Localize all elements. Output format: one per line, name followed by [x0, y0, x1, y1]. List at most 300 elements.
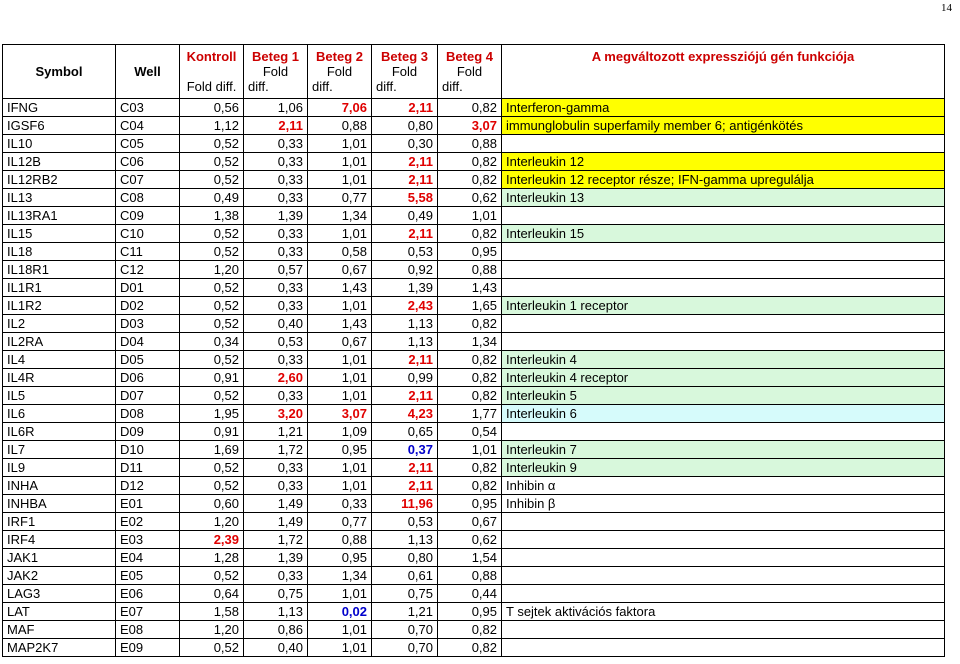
well-cell: C12	[116, 261, 180, 279]
fold-diff-cell: 2,43	[372, 297, 438, 315]
fold-diff-cell: 0,80	[372, 117, 438, 135]
table-row	[3, 189, 945, 207]
fold-diff-cell: 0,56	[180, 99, 244, 117]
fold-diff-cell: 0,82	[438, 153, 502, 171]
fold-diff-cell: 0,52	[180, 459, 244, 477]
fold-diff-cell: 0,33	[244, 153, 308, 171]
fold-diff-cell: 1,20	[180, 513, 244, 531]
fold-diff-cell: 0,62	[438, 189, 502, 207]
fold-diff-cell: 1,65	[438, 297, 502, 315]
well-cell: E02	[116, 513, 180, 531]
fold-diff-cell: 0,82	[438, 387, 502, 405]
fold-diff-cell: 1,01	[308, 639, 372, 657]
function-cell: Interleukin 7	[502, 441, 945, 459]
well-cell: C07	[116, 171, 180, 189]
fold-diff-cell: 1,39	[372, 279, 438, 297]
fold-diff-cell: 0,75	[372, 585, 438, 603]
function-cell: Interleukin 5	[502, 387, 945, 405]
fold-diff-cell: 0,61	[372, 567, 438, 585]
header-beteg3-title: Beteg 3	[381, 49, 428, 64]
well-cell: D11	[116, 459, 180, 477]
header-function: A megváltozott expressziójú gén funkciója	[502, 45, 945, 99]
well-cell: D03	[116, 315, 180, 333]
fold-diff-cell: 1,01	[308, 135, 372, 153]
fold-diff-cell: 0,91	[180, 423, 244, 441]
function-cell: immunglobulin superfamily member 6; antigénkötés	[502, 117, 945, 135]
fold-diff-cell: 0,95	[308, 549, 372, 567]
header-symbol: Symbol	[3, 45, 116, 99]
function-cell: Interleukin 13	[502, 189, 945, 207]
table-row	[3, 225, 945, 243]
fold-diff-cell: 0,52	[180, 225, 244, 243]
fold-diff-cell: 1,13	[372, 333, 438, 351]
fold-diff-cell: 1,39	[244, 207, 308, 225]
function-cell: Interleukin 6	[502, 405, 945, 423]
fold-diff-cell: 0,33	[244, 297, 308, 315]
table-row	[3, 243, 945, 261]
header-beteg2-diff: diff.	[312, 79, 333, 94]
fold-diff-cell: 0,67	[438, 513, 502, 531]
header-kontroll-title: Kontroll	[186, 49, 237, 64]
fold-diff-cell: 2,11	[372, 387, 438, 405]
fold-diff-cell: 1,01	[308, 297, 372, 315]
function-cell: Interleukin 1 receptor	[502, 297, 945, 315]
fold-diff-cell: 2,11	[244, 117, 308, 135]
gene-symbol-cell: IL1R2	[3, 297, 116, 315]
fold-diff-cell: 1,01	[308, 351, 372, 369]
gene-symbol-cell: IFNG	[3, 99, 116, 117]
fold-diff-cell: 0,82	[438, 369, 502, 387]
fold-diff-cell: 0,88	[438, 135, 502, 153]
table-row	[3, 99, 945, 117]
table-row	[3, 387, 945, 405]
header-beteg2-title: Beteg 2	[316, 49, 363, 64]
function-cell: Interferon-gamma	[502, 99, 945, 117]
fold-diff-cell: 1,20	[180, 261, 244, 279]
function-cell	[502, 135, 945, 153]
well-cell: C04	[116, 117, 180, 135]
header-beteg3	[372, 45, 438, 99]
header-beteg4	[438, 45, 502, 99]
gene-symbol-cell: IL4R	[3, 369, 116, 387]
fold-diff-cell: 1,13	[372, 531, 438, 549]
fold-diff-cell: 2,11	[372, 171, 438, 189]
header-beteg2-fold: Fold	[326, 64, 353, 79]
gene-symbol-cell: IRF1	[3, 513, 116, 531]
fold-diff-cell: 0,52	[180, 567, 244, 585]
well-cell: D08	[116, 405, 180, 423]
fold-diff-cell: 0,92	[372, 261, 438, 279]
fold-diff-cell: 0,82	[438, 639, 502, 657]
fold-diff-cell: 1,01	[438, 441, 502, 459]
table-row	[3, 603, 945, 621]
function-cell: Inhibin α	[502, 477, 945, 495]
fold-diff-cell: 1,20	[180, 621, 244, 639]
fold-diff-cell: 0,67	[308, 261, 372, 279]
fold-diff-cell: 0,40	[244, 639, 308, 657]
fold-diff-cell: 0,52	[180, 387, 244, 405]
gene-symbol-cell: IL18R1	[3, 261, 116, 279]
header-beteg1-diff: diff.	[248, 79, 269, 94]
fold-diff-cell: 1,21	[372, 603, 438, 621]
table-row	[3, 567, 945, 585]
fold-diff-cell: 1,34	[438, 333, 502, 351]
table-row	[3, 549, 945, 567]
table-row	[3, 351, 945, 369]
well-cell: D05	[116, 351, 180, 369]
fold-diff-cell: 1,34	[308, 567, 372, 585]
fold-diff-cell: 0,70	[372, 621, 438, 639]
fold-diff-cell: 1,49	[244, 513, 308, 531]
function-cell	[502, 549, 945, 567]
fold-diff-cell: 4,23	[372, 405, 438, 423]
table-row	[3, 531, 945, 549]
fold-diff-cell: 1,01	[308, 585, 372, 603]
gene-symbol-cell: IRF4	[3, 531, 116, 549]
fold-diff-cell: 0,40	[244, 315, 308, 333]
function-cell	[502, 261, 945, 279]
function-cell	[502, 279, 945, 297]
fold-diff-cell: 1,01	[308, 225, 372, 243]
table-body	[3, 99, 945, 657]
fold-diff-cell: 0,33	[244, 171, 308, 189]
fold-diff-cell: 0,33	[244, 459, 308, 477]
well-cell: C06	[116, 153, 180, 171]
fold-diff-cell: 0,37	[372, 441, 438, 459]
table-row	[3, 513, 945, 531]
fold-diff-cell: 0,49	[372, 207, 438, 225]
table-header-row	[3, 45, 945, 99]
fold-diff-cell: 0,88	[438, 261, 502, 279]
fold-diff-cell: 3,07	[308, 405, 372, 423]
fold-diff-cell: 0,53	[372, 243, 438, 261]
fold-diff-cell: 0,75	[244, 585, 308, 603]
fold-diff-cell: 0,82	[438, 171, 502, 189]
fold-diff-cell: 0,82	[438, 99, 502, 117]
well-cell: E04	[116, 549, 180, 567]
fold-diff-cell: 1,69	[180, 441, 244, 459]
fold-diff-cell: 1,01	[438, 207, 502, 225]
fold-diff-cell: 0,82	[438, 225, 502, 243]
fold-diff-cell: 1,12	[180, 117, 244, 135]
fold-diff-cell: 0,62	[438, 531, 502, 549]
header-beteg4-diff: diff.	[442, 79, 463, 94]
well-cell: D04	[116, 333, 180, 351]
fold-diff-cell: 1,01	[308, 621, 372, 639]
gene-symbol-cell: MAF	[3, 621, 116, 639]
fold-diff-cell: 2,11	[372, 351, 438, 369]
fold-diff-cell: 1,13	[244, 603, 308, 621]
function-cell: Inhibin β	[502, 495, 945, 513]
table-row	[3, 279, 945, 297]
function-cell: Interleukin 4 receptor	[502, 369, 945, 387]
fold-diff-cell: 0,52	[180, 297, 244, 315]
well-cell: D09	[116, 423, 180, 441]
fold-diff-cell: 5,58	[372, 189, 438, 207]
well-cell: E07	[116, 603, 180, 621]
fold-diff-cell: 0,91	[180, 369, 244, 387]
header-beteg4-fold: Fold	[456, 64, 483, 79]
fold-diff-cell: 0,53	[244, 333, 308, 351]
gene-symbol-cell: IL2RA	[3, 333, 116, 351]
fold-diff-cell: 2,11	[372, 153, 438, 171]
function-cell	[502, 315, 945, 333]
gene-expression-table	[2, 44, 945, 657]
function-cell	[502, 333, 945, 351]
header-beteg1-fold: Fold	[262, 64, 289, 79]
fold-diff-cell: 0,95	[438, 603, 502, 621]
header-beteg4-title: Beteg 4	[446, 49, 493, 64]
table-row	[3, 153, 945, 171]
table-row	[3, 405, 945, 423]
fold-diff-cell: 0,77	[308, 513, 372, 531]
fold-diff-cell: 0,30	[372, 135, 438, 153]
well-cell: C03	[116, 99, 180, 117]
well-cell: E01	[116, 495, 180, 513]
fold-diff-cell: 1,38	[180, 207, 244, 225]
fold-diff-cell: 1,06	[244, 99, 308, 117]
gene-symbol-cell: INHA	[3, 477, 116, 495]
fold-diff-cell: 0,82	[438, 477, 502, 495]
fold-diff-cell: 2,39	[180, 531, 244, 549]
function-cell	[502, 513, 945, 531]
fold-diff-cell: 3,20	[244, 405, 308, 423]
gene-symbol-cell: JAK1	[3, 549, 116, 567]
fold-diff-cell: 0,53	[372, 513, 438, 531]
fold-diff-cell: 1,43	[308, 315, 372, 333]
fold-diff-cell: 0,33	[244, 387, 308, 405]
function-cell: T sejtek aktivációs faktora	[502, 603, 945, 621]
header-beteg3-fold: Fold	[391, 64, 418, 79]
fold-diff-cell: 1,77	[438, 405, 502, 423]
table-row	[3, 459, 945, 477]
fold-diff-cell: 2,11	[372, 99, 438, 117]
header-beteg1-title: Beteg 1	[252, 49, 299, 64]
header-beteg3-diff: diff.	[376, 79, 397, 94]
well-cell: C05	[116, 135, 180, 153]
fold-diff-cell: 0,33	[244, 351, 308, 369]
gene-symbol-cell: JAK2	[3, 567, 116, 585]
fold-diff-cell: 0,33	[244, 567, 308, 585]
fold-diff-cell: 1,09	[308, 423, 372, 441]
function-cell	[502, 531, 945, 549]
fold-diff-cell: 7,06	[308, 99, 372, 117]
well-cell: C08	[116, 189, 180, 207]
fold-diff-cell: 0,88	[308, 531, 372, 549]
function-cell: Interleukin 15	[502, 225, 945, 243]
well-cell: E09	[116, 639, 180, 657]
fold-diff-cell: 0,52	[180, 279, 244, 297]
fold-diff-cell: 0,54	[438, 423, 502, 441]
table-row	[3, 171, 945, 189]
fold-diff-cell: 0,70	[372, 639, 438, 657]
well-cell: E08	[116, 621, 180, 639]
fold-diff-cell: 3,07	[438, 117, 502, 135]
well-cell: D02	[116, 297, 180, 315]
fold-diff-cell: 1,43	[438, 279, 502, 297]
table-row	[3, 495, 945, 513]
table-row	[3, 315, 945, 333]
gene-symbol-cell: IL7	[3, 441, 116, 459]
gene-symbol-cell: IL18	[3, 243, 116, 261]
fold-diff-cell: 0,52	[180, 315, 244, 333]
gene-symbol-cell: LAT	[3, 603, 116, 621]
fold-diff-cell: 0,34	[180, 333, 244, 351]
fold-diff-cell: 0,58	[308, 243, 372, 261]
gene-symbol-cell: LAG3	[3, 585, 116, 603]
fold-diff-cell: 2,11	[372, 459, 438, 477]
table-row	[3, 621, 945, 639]
fold-diff-cell: 0,80	[372, 549, 438, 567]
well-cell: D01	[116, 279, 180, 297]
fold-diff-cell: 0,77	[308, 189, 372, 207]
fold-diff-cell: 1,49	[244, 495, 308, 513]
gene-symbol-cell: IL5	[3, 387, 116, 405]
table-row	[3, 441, 945, 459]
gene-symbol-cell: IL6	[3, 405, 116, 423]
table-row	[3, 207, 945, 225]
header-well: Well	[116, 45, 180, 99]
fold-diff-cell: 0,52	[180, 639, 244, 657]
fold-diff-cell: 0,88	[438, 567, 502, 585]
gene-symbol-cell: INHBA	[3, 495, 116, 513]
well-cell: D10	[116, 441, 180, 459]
function-cell	[502, 585, 945, 603]
fold-diff-cell: 1,01	[308, 369, 372, 387]
gene-symbol-cell: IGSF6	[3, 117, 116, 135]
fold-diff-cell: 1,72	[244, 531, 308, 549]
fold-diff-cell: 1,21	[244, 423, 308, 441]
fold-diff-cell: 0,33	[244, 279, 308, 297]
fold-diff-cell: 0,82	[438, 459, 502, 477]
well-cell: C10	[116, 225, 180, 243]
header-kontroll	[180, 45, 244, 99]
fold-diff-cell: 0,52	[180, 135, 244, 153]
table-row	[3, 369, 945, 387]
fold-diff-cell: 1,34	[308, 207, 372, 225]
function-cell	[502, 207, 945, 225]
fold-diff-cell: 0,95	[438, 495, 502, 513]
function-cell: Interleukin 4	[502, 351, 945, 369]
function-cell	[502, 639, 945, 657]
gene-symbol-cell: IL4	[3, 351, 116, 369]
table-row	[3, 297, 945, 315]
fold-diff-cell: 0,52	[180, 477, 244, 495]
well-cell: C11	[116, 243, 180, 261]
fold-diff-cell: 0,95	[308, 441, 372, 459]
fold-diff-cell: 1,39	[244, 549, 308, 567]
well-cell: E03	[116, 531, 180, 549]
fold-diff-cell: 1,95	[180, 405, 244, 423]
fold-diff-cell: 1,01	[308, 387, 372, 405]
fold-diff-cell: 1,13	[372, 315, 438, 333]
fold-diff-cell: 0,52	[180, 351, 244, 369]
fold-diff-cell: 0,88	[308, 117, 372, 135]
function-cell	[502, 423, 945, 441]
table-row	[3, 333, 945, 351]
fold-diff-cell: 0,60	[180, 495, 244, 513]
fold-diff-cell: 1,28	[180, 549, 244, 567]
fold-diff-cell: 0,49	[180, 189, 244, 207]
fold-diff-cell: 0,82	[438, 621, 502, 639]
gene-symbol-cell: IL6R	[3, 423, 116, 441]
well-cell: C09	[116, 207, 180, 225]
well-cell: D12	[116, 477, 180, 495]
fold-diff-cell: 1,01	[308, 153, 372, 171]
gene-symbol-cell: IL1R1	[3, 279, 116, 297]
fold-diff-cell: 0,57	[244, 261, 308, 279]
well-cell: E05	[116, 567, 180, 585]
fold-diff-cell: 2,11	[372, 225, 438, 243]
well-cell: E06	[116, 585, 180, 603]
fold-diff-cell: 0,99	[372, 369, 438, 387]
gene-symbol-cell: IL13	[3, 189, 116, 207]
fold-diff-cell: 0,33	[244, 225, 308, 243]
gene-symbol-cell: IL12RB2	[3, 171, 116, 189]
fold-diff-cell: 0,33	[244, 243, 308, 261]
fold-diff-cell: 0,33	[244, 135, 308, 153]
header-beteg2	[308, 45, 372, 99]
table-row	[3, 477, 945, 495]
fold-diff-cell: 0,52	[180, 153, 244, 171]
well-cell: D06	[116, 369, 180, 387]
fold-diff-cell: 0,33	[244, 477, 308, 495]
fold-diff-cell: 0,82	[438, 351, 502, 369]
fold-diff-cell: 0,33	[244, 189, 308, 207]
table-row	[3, 261, 945, 279]
function-cell	[502, 621, 945, 639]
function-cell: Interleukin 9	[502, 459, 945, 477]
gene-symbol-cell: IL9	[3, 459, 116, 477]
gene-symbol-cell: IL12B	[3, 153, 116, 171]
gene-symbol-cell: IL10	[3, 135, 116, 153]
fold-diff-cell: 0,02	[308, 603, 372, 621]
table-row	[3, 135, 945, 153]
fold-diff-cell: 11,96	[372, 495, 438, 513]
fold-diff-cell: 0,86	[244, 621, 308, 639]
fold-diff-cell: 1,72	[244, 441, 308, 459]
function-cell	[502, 243, 945, 261]
fold-diff-cell: 0,64	[180, 585, 244, 603]
table-row	[3, 117, 945, 135]
page-number: 14	[941, 2, 952, 14]
header-kontroll-sub: Fold diff.	[186, 79, 237, 94]
fold-diff-cell: 0,44	[438, 585, 502, 603]
fold-diff-cell: 1,43	[308, 279, 372, 297]
fold-diff-cell: 1,58	[180, 603, 244, 621]
function-cell: Interleukin 12	[502, 153, 945, 171]
fold-diff-cell: 1,01	[308, 171, 372, 189]
table-row	[3, 639, 945, 657]
gene-symbol-cell: IL2	[3, 315, 116, 333]
fold-diff-cell: 0,82	[438, 315, 502, 333]
function-cell: Interleukin 12 receptor része; IFN-gamma upregulálja	[502, 171, 945, 189]
fold-diff-cell: 0,95	[438, 243, 502, 261]
gene-symbol-cell: IL15	[3, 225, 116, 243]
fold-diff-cell: 0,67	[308, 333, 372, 351]
table-row	[3, 585, 945, 603]
fold-diff-cell: 1,01	[308, 477, 372, 495]
fold-diff-cell: 2,11	[372, 477, 438, 495]
fold-diff-cell: 0,52	[180, 243, 244, 261]
fold-diff-cell: 1,54	[438, 549, 502, 567]
fold-diff-cell: 0,52	[180, 171, 244, 189]
function-cell	[502, 567, 945, 585]
table-row	[3, 423, 945, 441]
fold-diff-cell: 1,01	[308, 459, 372, 477]
fold-diff-cell: 2,60	[244, 369, 308, 387]
well-cell: D07	[116, 387, 180, 405]
